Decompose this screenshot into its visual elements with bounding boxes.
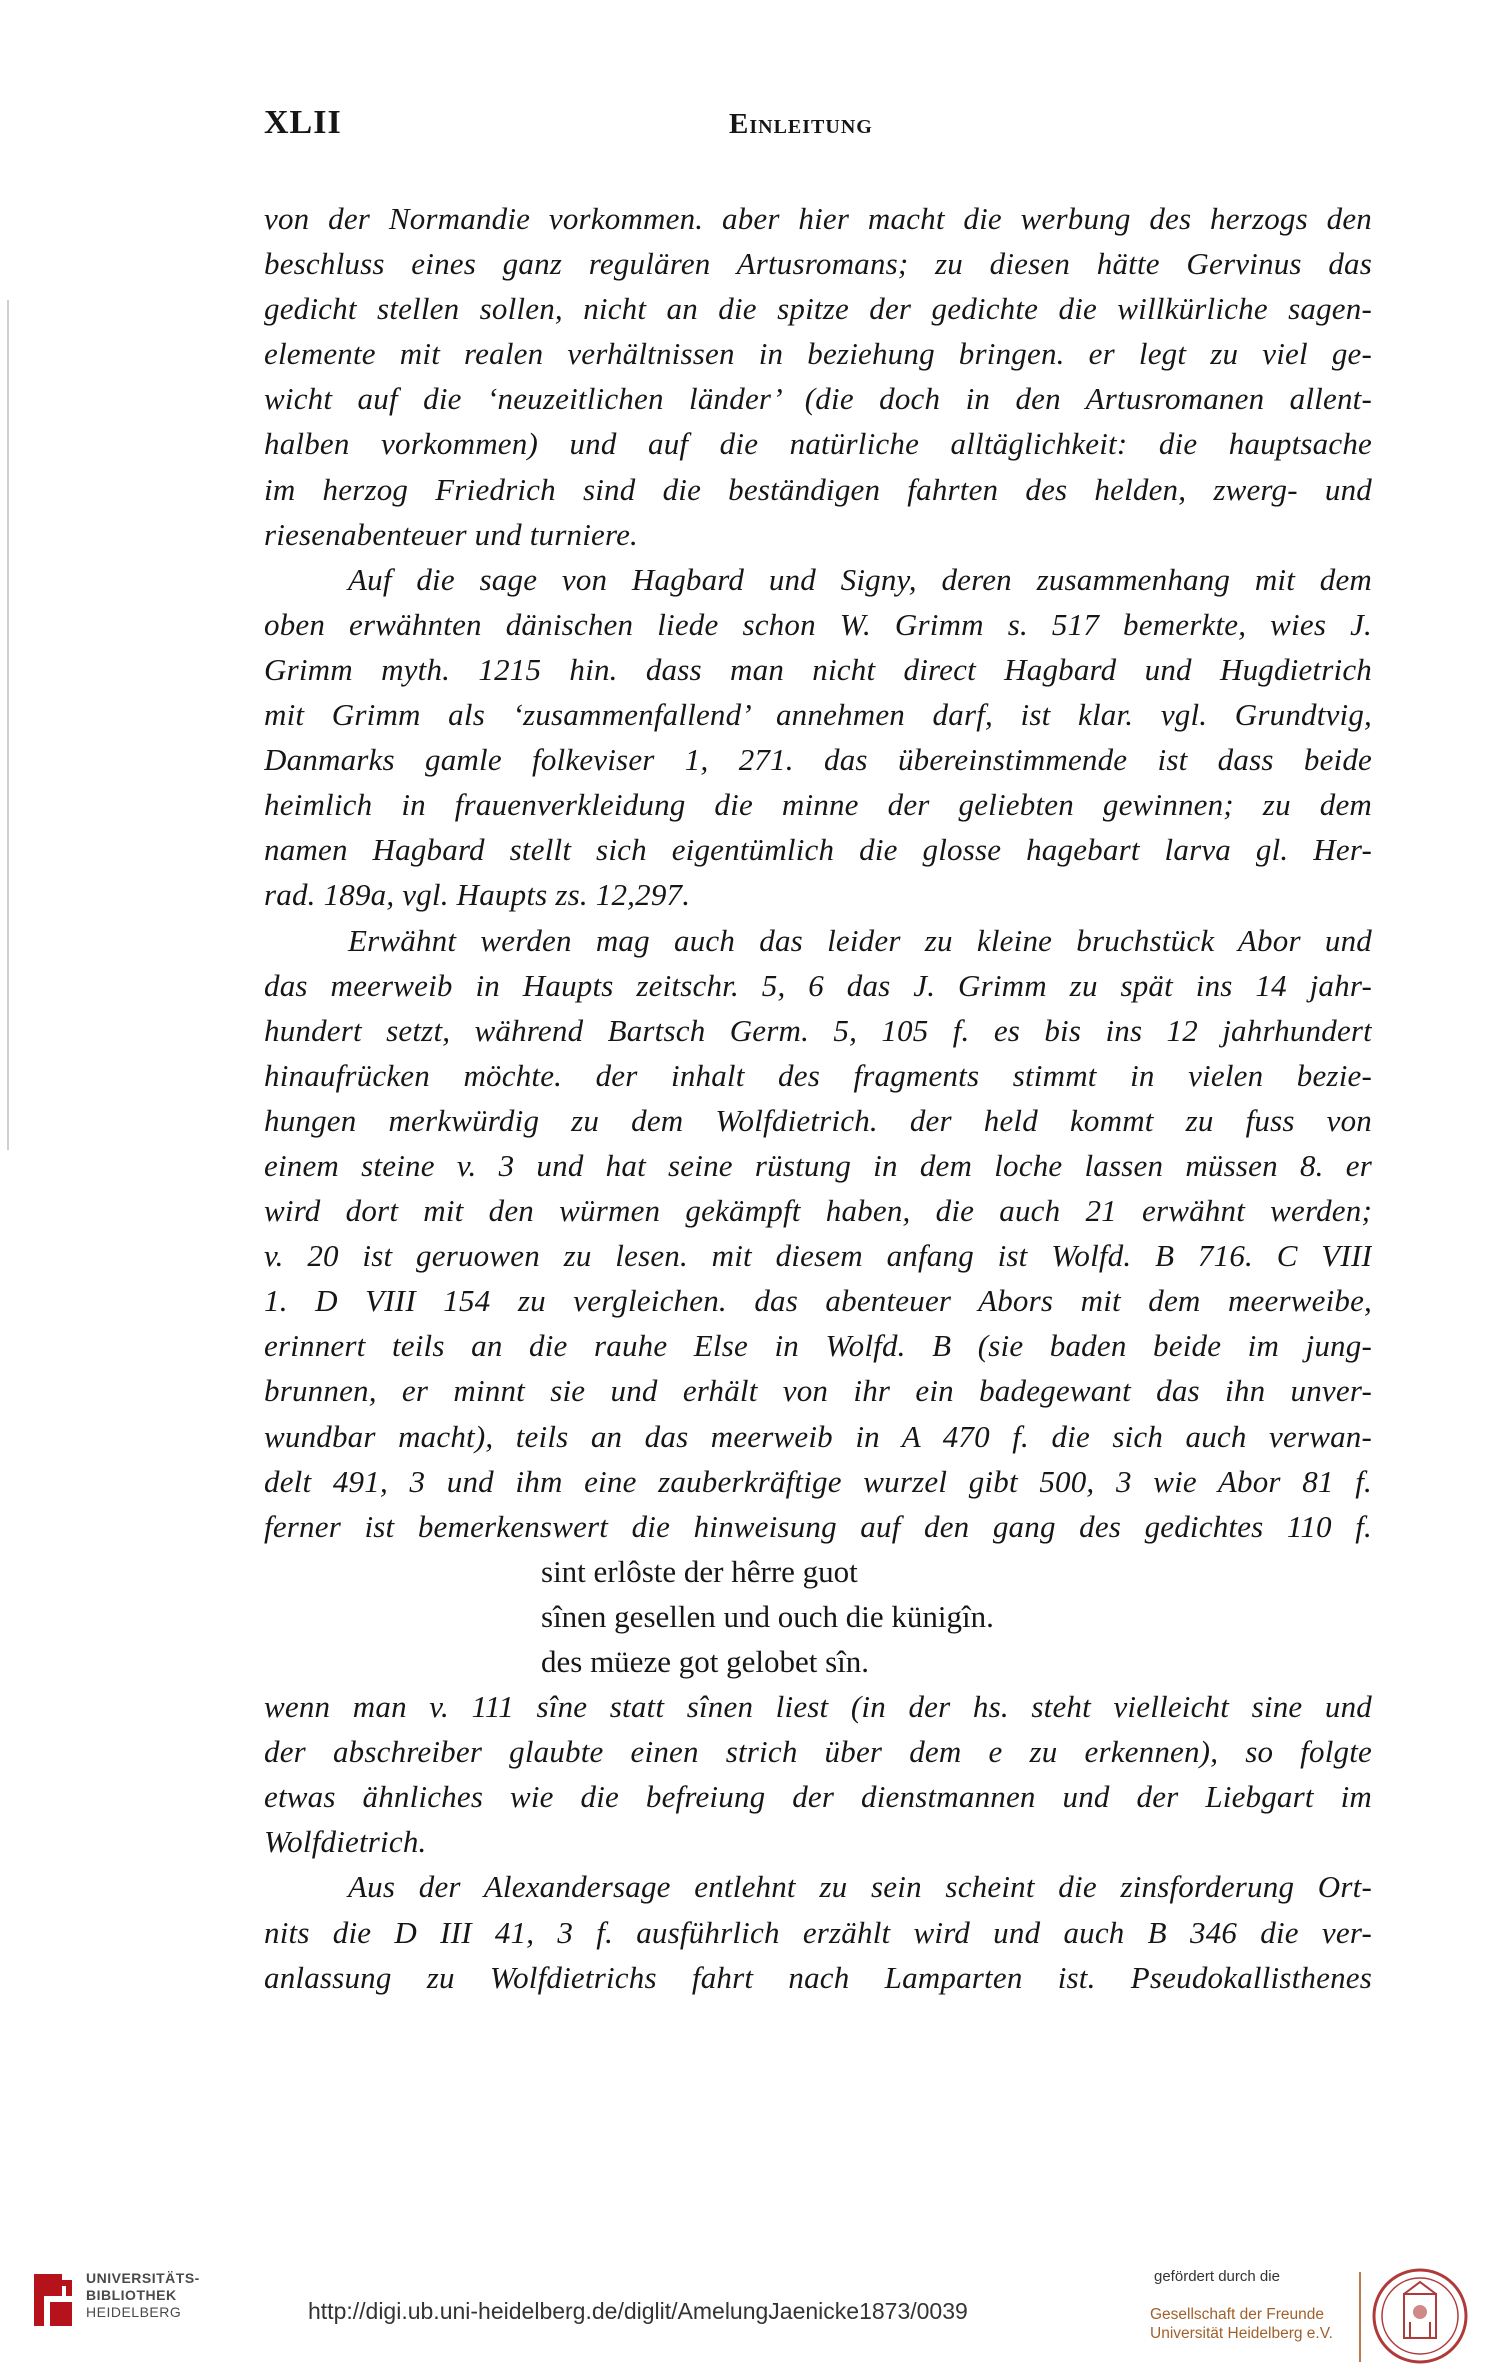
verse-line: sînen gesellen und ouch die künigîn. <box>541 1598 994 1634</box>
library-name-line: HEIDELBERG <box>86 2304 182 2320</box>
text-line: elemente mit realen verhältnissen in beziehung bringen. er legt zu viel ge- <box>264 336 1372 372</box>
text-line: im herzog Friedrich sind die beständigen fahrten des helden, zwerg- und <box>264 471 1372 507</box>
verse-line: des müeze got gelobet sîn. <box>541 1644 869 1679</box>
text-line: v. 20 ist geruowen zu lesen. mit diesem anfang ist Wolfd. B 716. C VIII <box>264 1238 1372 1274</box>
sponsor-name-line: Universität Heidelberg e.V. <box>1150 2325 1333 2342</box>
running-head <box>264 104 1372 154</box>
body-text <box>264 196 1372 2000</box>
paragraph-start: Erwähnt werden mag auch das leider zu kleine bruchstück Abor und <box>348 922 1372 958</box>
paragraph-start: Aus der Alexandersage entlehnt zu sein scheint die zinsforderung Ort- <box>348 1869 1372 1905</box>
verse-line: sint erlôste der hêrre guot <box>541 1553 858 1589</box>
sponsor-name-line: Gesellschaft der Freunde <box>1150 2306 1325 2323</box>
text-line: brunnen, er minnt sie und erhält von ihr ein badegewant das ihn unver- <box>264 1373 1372 1409</box>
text-line: der abschreiber glaubte einen strich über dem e zu erkennen), so folgte <box>264 1734 1372 1770</box>
source-url-link[interactable]: http://digi.ub.uni-heidelberg.de/diglit/AmelungJaenicke1873/0039 <box>308 2298 968 2324</box>
sponsor-block <box>1150 2268 1364 2343</box>
text-line: halben vorkommen) und auf die natürliche alltäglichkeit: die hauptsache <box>264 426 1372 462</box>
text-line: Grimm myth. 1215 hin. dass man nicht direct Hagbard und Hugdietrich <box>264 651 1372 687</box>
text-line: Wolfdietrich. <box>264 1824 427 1860</box>
text-line: hungen merkwürdig zu dem Wolfdietrich. der held kommt zu fuss von <box>264 1102 1372 1138</box>
page-edge <box>7 300 9 1150</box>
text-line: rad. 189a, vgl. Haupts zs. 12,297. <box>264 877 691 913</box>
library-name <box>86 2270 200 2321</box>
text-line: oben erwähnten dänischen liede schon W. Grimm s. 517 bemerkte, wies J. <box>264 606 1372 642</box>
text-line: das meerweib in Haupts zeitschr. 5, 6 das J. Grimm zu spät ins 14 jahr- <box>264 967 1372 1003</box>
text-line: beschluss eines ganz regulären Artusromans; zu diesen hätte Gervinus das <box>264 246 1372 282</box>
text-line: hinaufrücken möchte. der inhalt des fragments stimmt in vielen bezie- <box>264 1057 1372 1093</box>
text-line: gedicht stellen sollen, nicht an die spitze der gedichte die willkürliche sagen- <box>264 291 1372 327</box>
page-number: XLII <box>264 104 342 141</box>
sponsor-divider <box>1359 2272 1361 2362</box>
text-line: wird dort mit den würmen gekämpft haben, die auch 21 erwähnt werden; <box>264 1193 1372 1229</box>
text-line: delt 491, 3 und ihm eine zauberkräftige wurzel gibt 500, 3 wie Abor 81 f. <box>264 1463 1372 1499</box>
text-line: nits die D III 41, 3 f. ausführlich erzählt wird und auch B 346 die ver- <box>264 1914 1372 1950</box>
text-line: heimlich in frauenverkleidung die minne der geliebten gewinnen; zu dem <box>264 787 1372 823</box>
text-line: mit Grimm als ‘zusammenfallend’ annehmen darf, ist klar. vgl. Grundtvig, <box>264 697 1372 733</box>
library-name-line: UNIVERSITÄTS- <box>86 2270 200 2286</box>
text-line: anlassung zu Wolfdietrichs fahrt nach Lamparten ist. Pseudokallisthenes <box>264 1959 1372 1995</box>
text-line: erinnert teils an die rauhe Else in Wolfd. B (sie baden beide im jung- <box>264 1328 1372 1364</box>
university-seal-icon <box>1370 2266 1470 2366</box>
running-title: Einleitung <box>729 108 873 140</box>
text-line: hundert setzt, während Bartsch Germ. 5, 105 f. es bis ins 12 jahrhundert <box>264 1012 1372 1048</box>
text-line: 1. D VIII 154 zu vergleichen. das abenteuer Abors mit dem meerweibe, <box>264 1283 1372 1319</box>
library-logo-icon <box>28 2268 78 2332</box>
library-name-line: BIBLIOTHEK <box>86 2287 177 2303</box>
sponsor-kicker: gefördert durch die <box>1154 2268 1280 2285</box>
text-line: riesenabenteuer und turniere. <box>264 516 638 552</box>
text-line: etwas ähnliches wie die befreiung der dienstmannen und der Liebgart im <box>264 1779 1372 1815</box>
sponsor-name <box>1150 2305 1364 2343</box>
text-line: namen Hagbard stellt sich eigentümlich die glosse hagebart larva gl. Her- <box>264 832 1372 868</box>
text-line: ferner ist bemerkenswert die hinweisung auf den gang des gedichtes 110 f. <box>264 1508 1372 1544</box>
digitization-footer <box>0 2258 1492 2376</box>
text-line: einem steine v. 3 und hat seine rüstung in dem loche lassen müssen 8. er <box>264 1147 1372 1183</box>
text-line: wenn man v. 111 sîne statt sînen liest (in der hs. steht vielleicht sine und <box>264 1689 1372 1725</box>
paragraph-start: Auf die sage von Hagbard und Signy, deren zusammenhang mit dem <box>348 561 1372 597</box>
text-line: wicht auf die ‘neuzeitlichen länder’ (die doch in den Artusromanen allent- <box>264 381 1372 417</box>
text-line: von der Normandie vorkommen. aber hier macht die werbung des herzogs den <box>264 201 1372 236</box>
text-line: Danmarks gamle folkeviser 1, 271. das übereinstimmende ist dass beide <box>264 742 1372 778</box>
text-line: wundbar macht), teils an das meerweib in A 470 f. die sich auch verwan- <box>264 1418 1372 1454</box>
